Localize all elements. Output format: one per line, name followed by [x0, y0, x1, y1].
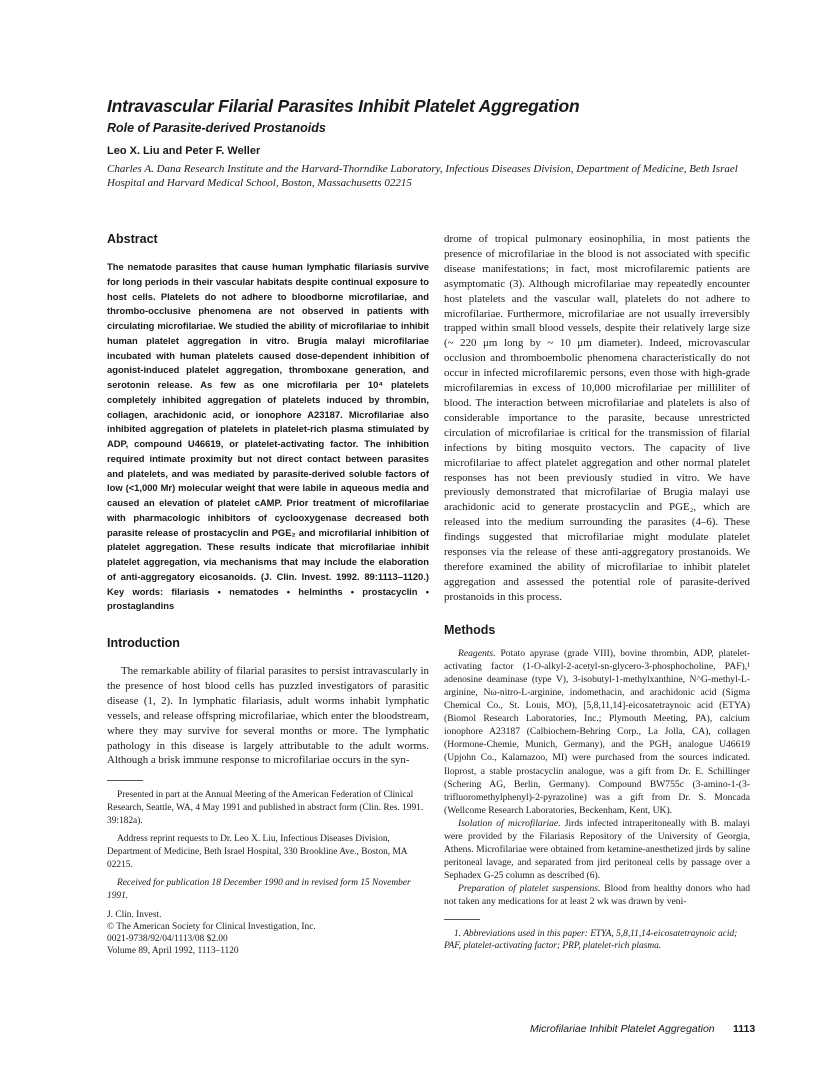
- introduction-continued: drome of tropical pulmonary eosinophilia, in most patients the presence of microfilariae in the blood is not associated with specific disease manifestations; in fact, most microfilaremic patients are asymptomatic (3). Although microfilariae may repeatedly encounter host platelets and the vascular wall, platelets do not adhere to microfilariae. Furthermore, microfilariae are not usually irreversibly trapped within small blood vessels, despite their relatively large size (~ 220 μm long by ~ 10 μm diameter). Indeed, microvascular occlusion and thromboembolic phenomena characteristically do not occur in infected microfilaremic persons, even those with high-grade microfilaremias in excess of 10,000 microfilariae per milliliter of blood. The interaction between microfilariae and platelets is also of considerable importance to the parasite, because unrestricted circulation of microfilariae is critical for the transmission of filarial infections by biting mosquito vectors. The capacity of live microfilariae to affect platelet aggregation and other normal platelet responses has not been previously studied in vitro. We have previously demonstrated that microfilariae of Brugia malayi use arachidonic acid to generate prostacyclin and PGE₂, which are released into the medium surrounding the parasites (4–6). These findings suggested that microfilariae might modulate platelet responses via the release of these anti-aggregatory prostanoids. We therefore examined the ability of microfilariae to inhibit platelet aggregation and assessed the potential role of parasite-derived prostanoids in this process.: [444, 233, 750, 603]
- journal-info: [107, 909, 429, 958]
- preparation-text: Blood from healthy donors who had not taken any medications for at least 2 wk was drawn by veni-: [444, 883, 750, 908]
- journal-issn: 0021-9738/92/04/1113/08 $2.00: [107, 934, 228, 944]
- abstract-text: The nematode parasites that cause human lymphatic filariasis survive for long periods in their vascular habitats despite continual exposure to host cells. Platelets do not adhere to bloodborne microfilariae, and thrombo-occlusive phenomena are not observed in patients with circulating microfilariae. We studied the ability of microfilariae to inhibit human platelet aggregation in vitro. Brugia malayi microfilariae incubated with human platelets caused dose-dependent inhibition of agonist-induced platelet aggregation, thromboxane generation, and serotonin release. As few as one microfilaria per 10⁴ platelets completely inhibited aggregation of platelets induced by thrombin, collagen, arachidonic acid, or ionophore A23187. Microfilariae also inhibited aggregation of platelets in platelet-rich plasma stimulated by ADP, compound U46619, or platelet-activating factor. The inhibition required intimate proximity but not direct contact between parasites and platelets, and was mediated by parasite-derived soluble factors of low (<1,000 Mr) molecular weight that were labile in aqueous media and caused an elevation of platelet cAMP. Prior treatment of microfilariae with pharmacologic inhibitors of cyclooxygenase decreased both parasite release of prostacyclin and PGE₂ and microfilarial inhibition of platelet aggregation. These results indicate that microfilariae inhibit platelet aggregation, via mechanisms that may include the elaboration of anti-aggregatory eicosanoids. (J. Clin. Invest. 1992. 89:1113–1120.) Key words: filariasis • nematodes • helminths • prostacyclin • prostaglandins: [107, 261, 429, 612]
- footnote-divider: [107, 780, 143, 781]
- preparation-label: Preparation of platelet suspensions.: [458, 883, 601, 895]
- article-subtitle: Role of Parasite-derived Prostanoids: [107, 121, 326, 135]
- footnote-received: Received for publication 18 December 1990 and in revised form 15 November 1991.: [107, 877, 411, 901]
- isolation-text: Jirds infected intraperitoneally with B. malayi were provided by the Filariasis Repository of the University of Georgia, Athens. Microfilariae were obtained from ketamine-anesthetized jirds by saline peritoneal lavage, and separated from jird peritoneal cells by passage over a Sephadex G-25 column as described (6).: [444, 817, 750, 882]
- footnote-presented: Presented in part at the Annual Meeting of the American Federation of Clinical Research, Seattle, WA, 4 May 1991 and published in abstract form (Clin. Res. 1991. 39:182a).: [107, 790, 424, 827]
- methods-heading: Methods: [444, 622, 496, 637]
- footnote-divider-right: [444, 919, 480, 920]
- page-number: 1113: [733, 1023, 756, 1035]
- left-column: [107, 232, 429, 957]
- journal-copyright: © The American Society for Clinical Investigation, Inc.: [107, 921, 316, 932]
- isolation-paragraph: [444, 817, 750, 882]
- running-footer: Microfilariae Inhibit Platelet Aggregation: [530, 1023, 715, 1035]
- footnote-abbreviations: 1. Abbreviations used in this paper: ETYA, 5,8,11,14-eicosatetraynoic acid; PAF, platelet-activating factor; PRP, platelet-rich plasma.: [444, 928, 738, 952]
- journal-volume: Volume 89, April 1992, 1113–1120: [107, 946, 239, 957]
- reagents-label: Reagents.: [458, 647, 496, 659]
- author-affiliation: Charles A. Dana Research Institute and the Harvard-Thorndike Laboratory, Infectious Diseases Division, Department of Medicine, Beth Israel Hospital and Harvard Medical School, Boston, Massachusetts 02215: [107, 163, 738, 189]
- footnote-reprints: Address reprint requests to Dr. Leo X. Liu, Infectious Diseases Division, Department of Medicine, Beth Israel Hospital, 330 Brookline Ave., Boston, MA 02215.: [107, 834, 408, 870]
- reagents-text: Potato apyrase (grade VIII), bovine thrombin, ADP, platelet-activating factor (1-O-alkyl-2-acetyl-sn-glycero-3-phosphocholine, PAF),¹ adenosine deaminase (type V), 3-isobutyl-1-methylxanthine, N^G-methyl-L-arginine, Nω-nitro-L-arginine, indomethacin, and arachidonic acid (Sigma Chemical Co., St. Louis, MO), [5,8,11,14]-eicosatetraynoic acid (ETYA) (Biomol Research Laboratories, Inc.; Plymouth Meeting, PA), calcium ionophore A23187 (Calbiochem-Behring Corp., La Jolla, CA), collagen (Hormone-Chemie, Munich, Germany), and the PGH₂ analogue U46619 (Upjohn Co., Kalamazoo, MI) were purchased from the sources indicated. Iloprost, a stable prostacyclin analogue, was a gift from Dr. E. Schillinger (Schering AG, Berlin, Germany). Compound BW755c (3-amino-1-(3-trifluoromethylphenyl)-2-pyrazoline) was a gift from Dr. S. Moncada (Wellcome Research Laboratories, Beckenham, Kent, UK).: [444, 647, 750, 816]
- introduction-heading: Introduction: [107, 636, 180, 650]
- author-list: Leo X. Liu and Peter F. Weller: [107, 145, 261, 157]
- reagents-paragraph: [444, 647, 750, 817]
- abstract-heading: Abstract: [107, 232, 158, 246]
- article-title: Intravascular Filarial Parasites Inhibit Platelet Aggregation: [107, 96, 580, 116]
- right-column: [444, 232, 750, 958]
- isolation-label: Isolation of microfilariae.: [458, 817, 561, 829]
- introduction-text: The remarkable ability of filarial parasites to persist intravascularly in the presence of host blood cells has puzzled investigators of parasitic disease (1, 2). In lymphatic filariasis, adult worms inhabit lymphatic vessels, and release offspring microfilariae, which enter the bloodstream, where they may survive for several months or more. The lymphatic pathology in this disease is largely attributable to the adult worms. Although a brisk immune response to microfilariae occurs in the syn-: [107, 665, 429, 767]
- preparation-paragraph: [444, 882, 750, 908]
- journal-name: J. Clin. Invest.: [107, 909, 162, 920]
